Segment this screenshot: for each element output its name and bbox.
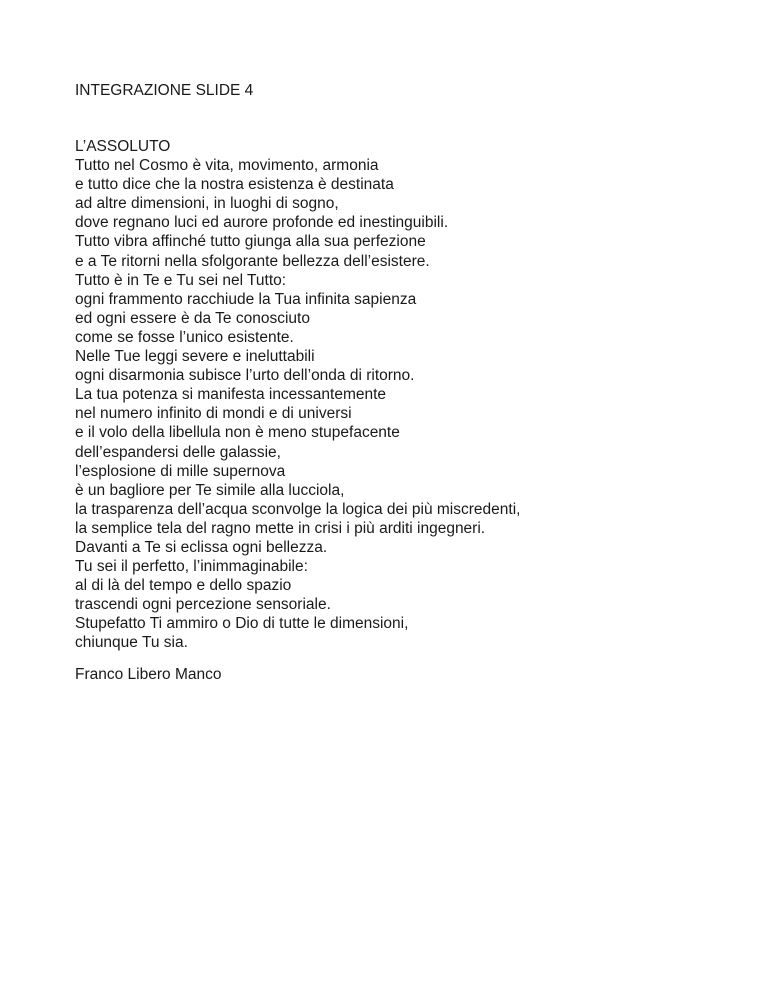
poem-line: chiunque Tu sia. [75,634,188,652]
poem-line: Tutto nel Cosmo è vita, movimento, armonia [75,157,379,175]
author-signature: Franco Libero Manco [75,666,222,683]
poem-line: La tua potenza si manifesta incessantemente [75,386,387,404]
poem-line: la semplice tela del ragno mette in crisi i più arditi ingegneri. [75,519,486,537]
poem-line: l’esplosione di mille supernova [75,462,286,480]
poem-line: Davanti a Te si eclissa ogni bellezza. [75,538,328,556]
poem-line: è un bagliore per Te simile alla lucciola, [75,481,345,499]
poem-line: trascendi ogni percezione sensoriale. [75,596,331,614]
poem-line: al di là del tempo e dello spazio [75,577,292,595]
poem-line: dell’espandersi delle galassie, [75,443,281,461]
poem-line: ogni disarmonia subisce l’urto dell’onda di ritorno. [75,367,415,385]
poem-line: e a Te ritorni nella sfolgorante bellezza dell’esistere. [75,252,430,270]
poem-line: e tutto dice che la nostra esistenza è destinata [75,176,394,194]
poem-line: ad altre dimensioni, in luoghi di sogno, [75,195,339,213]
poem-line: Tu sei il perfetto, l’inimmaginabile: [75,558,308,576]
poem-line: Tutto vibra affinché tutto giunga alla sua perfezione [75,233,426,251]
document-heading: INTEGRAZIONE SLIDE 4 [75,82,254,99]
poem-line: la trasparenza dell’acqua sconvolge la logica dei più miscredenti, [75,500,521,518]
poem-line: dove regnano luci ed aurore profonde ed inestinguibili. [75,214,449,232]
poem-line: Nelle Tue leggi severe e ineluttabili [75,348,315,366]
poem [75,137,520,653]
poem-line: Stupefatto Ti ammiro o Dio di tutte le dimensioni, [75,615,409,633]
poem-line: ed ogni essere è da Te conosciuto [75,309,310,327]
poem-line: come se fosse l’unico esistente. [75,328,294,346]
poem-line: ogni frammento racchiude la Tua infinita sapienza [75,290,417,308]
poem-line: Tutto è in Te e Tu sei nel Tutto: [75,271,287,289]
poem-title: L’ASSOLUTO [75,138,171,155]
poem-line: nel numero infinito di mondi e di universi [75,405,352,423]
poem-line: e il volo della libellula non è meno stupefacente [75,424,400,442]
